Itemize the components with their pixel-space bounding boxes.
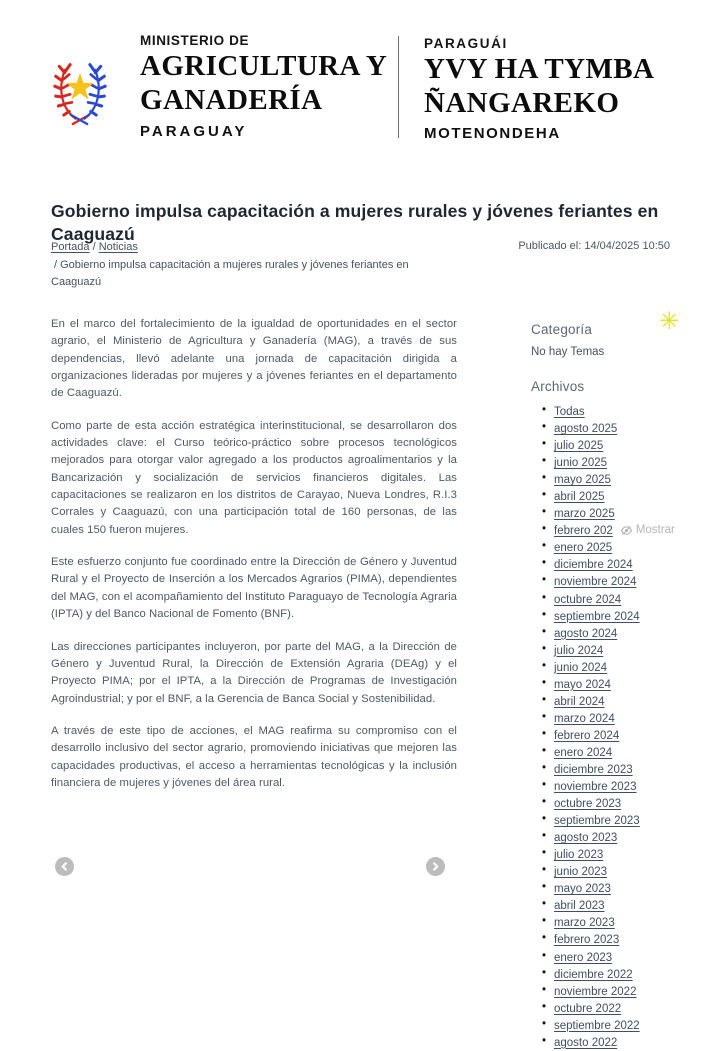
archive-link[interactable]: octubre 2022 [554, 1002, 622, 1015]
eye-off-icon [620, 525, 633, 536]
archive-link[interactable]: octubre 2024 [554, 593, 622, 606]
archive-list-item [554, 710, 707, 727]
archive-list-item [554, 897, 707, 914]
page-title: Gobierno impulsa capacitación a mujeres rurales y jóvenes feriantes en Caaguazú [51, 200, 659, 245]
archive-link[interactable]: julio 2023 [554, 849, 604, 862]
ministry-line-top: MINISTERIO DE [140, 33, 250, 48]
article-paragraph: En el marco del fortalecimiento de la igualdad de oportunidades en el sector agrario, el Ministerio de Agricultura y Ganadería (MAG), a través de sus dependencias, llevó adelante una jornada de capacitación dirigida a organizaciones lideradas por mujeres y a jóvenes feriantes en el departamento de Caaguazú. [51, 318, 457, 400]
breadcrumb-separator: / [92, 241, 96, 253]
previous-article-button[interactable] [55, 857, 74, 876]
archive-link[interactable]: septiembre 2024 [554, 610, 640, 623]
ministry-wordmark-gn [424, 33, 654, 142]
archive-list-item [554, 403, 707, 420]
archive-list-item [554, 949, 707, 966]
breadcrumb-link-noticias[interactable]: Noticias [98, 241, 138, 253]
archive-link[interactable]: mayo 2024 [554, 678, 611, 691]
archive-link[interactable]: agosto 2024 [554, 627, 618, 640]
archive-list-item [554, 966, 707, 983]
archive-list-item [554, 880, 707, 897]
archive-list-item [554, 1017, 707, 1034]
mostrar-label: Mostrar [635, 523, 675, 536]
ministry-line-bottom: PARAGUAY [140, 123, 248, 140]
archive-list-item [554, 778, 707, 795]
sidebar [531, 308, 707, 1051]
category-empty-text: No hay Temas [531, 346, 605, 358]
archive-link[interactable]: febrero 2023 [554, 934, 620, 947]
archive-link[interactable]: agosto 2025 [554, 423, 618, 436]
archive-link[interactable]: marzo 2025 [554, 508, 615, 521]
archive-list-item [554, 863, 707, 880]
chevron-left-icon [60, 862, 69, 871]
archive-list-item [554, 454, 707, 471]
archive-list-item [554, 846, 707, 863]
archive-link[interactable]: junio 2023 [554, 866, 608, 879]
ministry-gn-line-main1: YVY HA TYMBA [424, 53, 655, 85]
article-paragraph: A través de este tipo de acciones, el MAG reafirma su compromiso con el desarrollo inclusivo del sector agrario, promoviendo iniciativas que mejoren las capacidades productivas, el acceso a herramientas tecnológicas y la inclusión financiera de mujeres y jóvenes del área rural. [51, 724, 457, 789]
archive-link[interactable]: Todas [554, 406, 585, 418]
breadcrumb [51, 239, 481, 292]
archive-list-item [554, 625, 707, 642]
archive-link[interactable]: mayo 2025 [554, 474, 611, 487]
article-paragraph: Como parte de esta acción estratégica interinstitucional, se desarrollaron dos actividades clave: el Curso teórico-práctico sobre procesos tecnológicos mejorados para otorgar valor agregado a los productos agroalimentarios y la Bancarización y socialización de servicios financieros digitales. Las capacitaciones se realizaron en los distritos de Carayao, Nueva Londres, R.I.3 Corrales y Caaguazú, con una participación total de 160 personas, de las cuales 150 fueron mujeres. [51, 419, 457, 536]
archive-list-item [554, 420, 707, 437]
site-logo[interactable] [53, 30, 387, 140]
archive-link[interactable]: septiembre 2022 [554, 1019, 640, 1032]
archive-link[interactable]: noviembre 2024 [554, 576, 637, 589]
archive-link[interactable]: marzo 2024 [554, 712, 615, 725]
article-body [51, 316, 457, 807]
archive-list-item [554, 1034, 707, 1051]
archive-list-item [554, 539, 707, 556]
archive-link[interactable]: febrero 2024 [554, 729, 620, 742]
archive-list-item [554, 642, 707, 659]
ministry-line-main2: GANADERÍA [140, 84, 323, 116]
archive-list-item [554, 744, 707, 761]
archive-link[interactable]: abril 2023 [554, 900, 605, 913]
archive-list-item [554, 573, 707, 590]
breadcrumb-separator: / [54, 258, 58, 271]
archive-list-item [554, 727, 707, 744]
archive-list-item [554, 829, 707, 846]
archive-link[interactable]: febrero 202 [554, 525, 613, 538]
category-heading: Categoría [531, 322, 593, 337]
archive-list-item [554, 931, 707, 948]
archive-link[interactable]: mayo 2023 [554, 883, 611, 896]
archive-link[interactable]: agosto 2023 [554, 832, 618, 845]
ministry-wordmark-es [140, 30, 387, 140]
archive-list-item [554, 1000, 707, 1017]
paraguay-coat-of-arms-icon [53, 44, 107, 132]
article-meta [51, 239, 707, 292]
header-divider [398, 36, 399, 138]
next-article-button[interactable] [426, 857, 445, 876]
archive-list-item [554, 761, 707, 778]
archive-link[interactable]: enero 2025 [554, 542, 613, 555]
archive-link[interactable]: octubre 2023 [554, 798, 622, 811]
archives-heading: Archivos [531, 379, 585, 394]
published-date: Publicado el: 14/04/2025 10:50 [518, 240, 670, 252]
archive-link[interactable]: noviembre 2022 [554, 985, 637, 998]
archive-link[interactable]: noviembre 2023 [554, 781, 637, 794]
breadcrumb-link-portada[interactable]: Portada [51, 241, 90, 253]
archive-list-item [554, 556, 707, 573]
archive-list-item [554, 488, 707, 505]
archive-link[interactable]: marzo 2023 [554, 917, 615, 930]
archive-list-item [554, 437, 707, 454]
archive-link[interactable]: abril 2024 [554, 695, 605, 708]
archive-list-item [554, 591, 707, 608]
archive-link[interactable]: diciembre 2023 [554, 763, 633, 776]
archive-link[interactable]: junio 2025 [554, 457, 608, 470]
article-paragraph: Este esfuerzo conjunto fue coordinado entre la Dirección de Género y Juventud Rural y el Proyecto de Inserción a los Mercados Agrarios (PIMA), dependientes del MAG, con el acompañamiento del Instituto Paraguayo de Tecnología Agraria (IPTA) y del Banco Nacional de Fomento (BNF). [51, 556, 457, 621]
archive-list-item [554, 608, 707, 625]
chevron-right-icon [431, 862, 440, 871]
archive-list-item [554, 471, 707, 488]
archive-link[interactable]: abril 2025 [554, 491, 605, 504]
archive-link[interactable]: enero 2023 [554, 951, 613, 964]
archive-list-item [554, 659, 707, 676]
archive-list-item [554, 693, 707, 710]
breadcrumb-current-wrap: Caaguazú [51, 276, 102, 288]
archive-link[interactable]: julio 2025 [554, 440, 604, 453]
archive-link[interactable]: diciembre 2024 [554, 559, 633, 572]
archive-list-item [554, 983, 707, 1000]
archive-link[interactable]: julio 2024 [554, 644, 604, 657]
archive-list-item [554, 795, 707, 812]
archive-link[interactable]: agosto 2022 [554, 1036, 618, 1049]
archive-link[interactable]: septiembre 2023 [554, 815, 640, 828]
mostrar-overlay[interactable] [620, 523, 675, 538]
breadcrumb-current: Gobierno impulsa capacitación a mujeres rurales y jóvenes feriantes en [60, 258, 409, 271]
archive-list-item [554, 522, 707, 539]
archive-list-item [554, 812, 707, 829]
archive-list-item [554, 914, 707, 931]
ministry-gn-line-top: PARAGUÁI [424, 36, 508, 51]
archives-list [531, 403, 707, 1051]
archive-list-item [554, 505, 707, 522]
archive-link[interactable]: diciembre 2022 [554, 968, 633, 981]
archive-list-item [554, 676, 707, 693]
ministry-gn-line-main2: ÑANGAREKO [424, 87, 620, 119]
archive-link[interactable]: enero 2024 [554, 746, 613, 759]
ministry-gn-line-bottom: MOTENONDEHA [424, 125, 561, 142]
ministry-line-main1: AGRICULTURA Y [140, 50, 388, 82]
article-paragraph: Las direcciones participantes incluyeron, por parte del MAG, a la Dirección de Género y Juventud Rural, la Dirección de Extensión Agraria (DEAg) y el Proyecto PIMA; por el IPTA, a la Dirección de Programas de Investigación Agroindustrial; y por el BNF, a la Gerencia de Banca Social y Sostenibilidad. [51, 640, 457, 705]
yellow-asterisk-icon[interactable]: ✳ [659, 308, 680, 335]
archive-link[interactable]: junio 2024 [554, 661, 608, 674]
